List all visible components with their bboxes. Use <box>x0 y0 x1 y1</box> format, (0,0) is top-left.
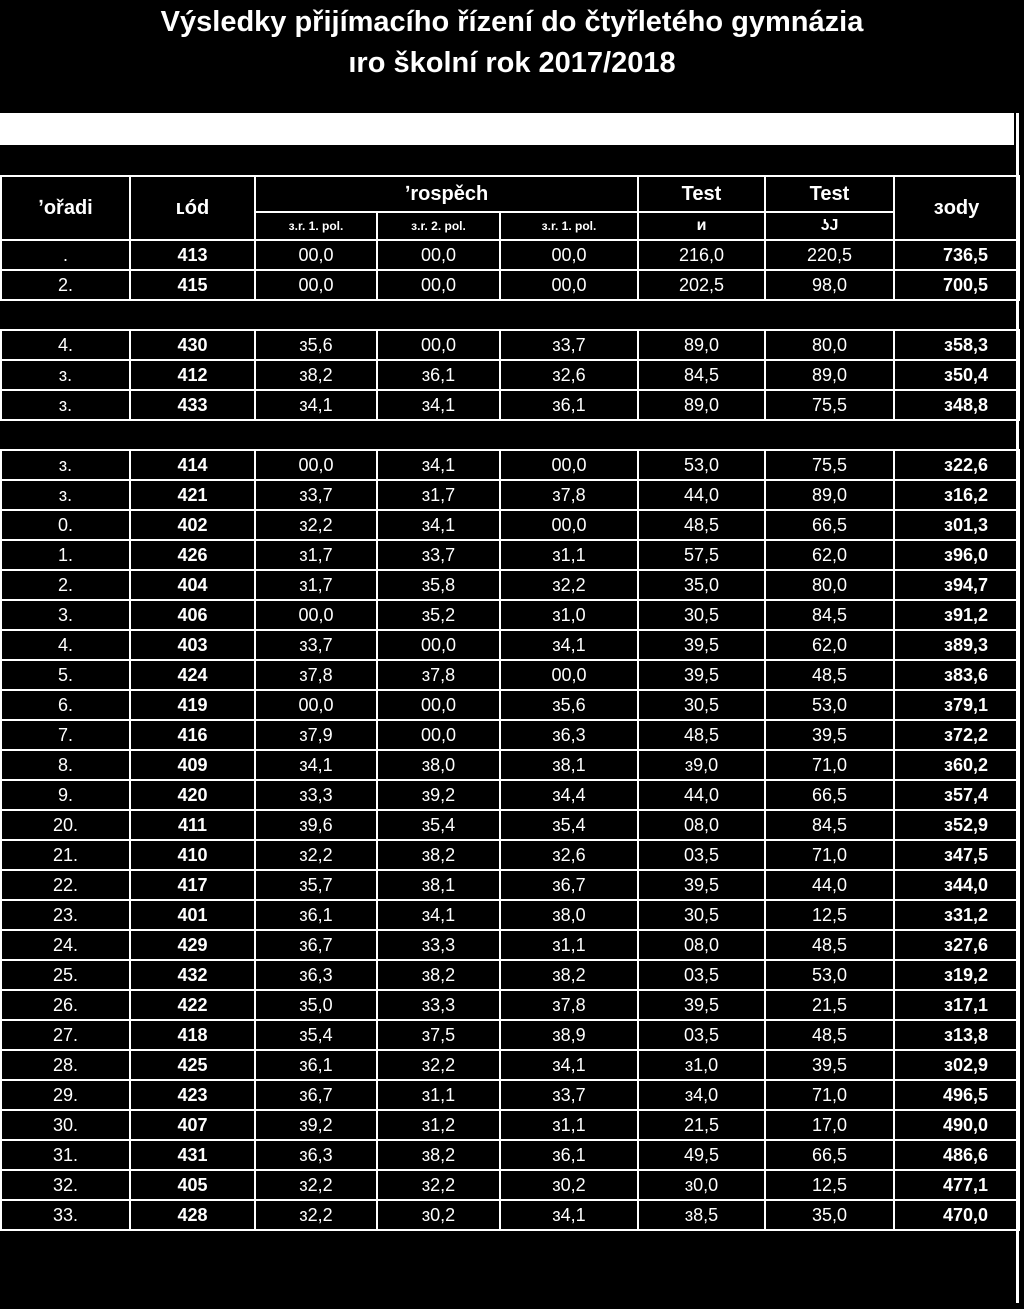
cell-g1: ɜ9,6 <box>255 810 377 840</box>
cell-points: 486,6 <box>894 1140 1019 1170</box>
cell-points: ɜ91,2 <box>894 600 1019 630</box>
cell-t1: 03,5 <box>638 840 765 870</box>
cell-t1: ɜ8,5 <box>638 1200 765 1230</box>
cell-t1: 30,5 <box>638 600 765 630</box>
cell-code: 421 <box>130 480 255 510</box>
cell-g3: 00,0 <box>500 510 638 540</box>
cell-g1: ɜ6,7 <box>255 1080 377 1110</box>
cell-t1: 39,5 <box>638 660 765 690</box>
cell-code: 411 <box>130 810 255 840</box>
cell-g1: ɜ5,4 <box>255 1020 377 1050</box>
cell-g1: ɜ1,7 <box>255 570 377 600</box>
separator-cell <box>1 420 1019 450</box>
table-row <box>1 720 1019 750</box>
cell-g2: 00,0 <box>377 720 500 750</box>
cell-t2: 62,0 <box>765 630 894 660</box>
cell-rank: 25. <box>1 960 130 990</box>
table-row <box>1 1140 1019 1170</box>
cell-g2: ɜ7,5 <box>377 1020 500 1050</box>
table-row <box>1 690 1019 720</box>
cell-rank: 27. <box>1 1020 130 1050</box>
table-row <box>1 1110 1019 1140</box>
cell-points: ɜ47,5 <box>894 840 1019 870</box>
cell-g2: ɜ8,2 <box>377 1140 500 1170</box>
cell-g1: ɜ7,8 <box>255 660 377 690</box>
cell-code: 424 <box>130 660 255 690</box>
cell-t1: ɜ4,0 <box>638 1080 765 1110</box>
cell-code: 429 <box>130 930 255 960</box>
cell-g2: ɜ4,1 <box>377 900 500 930</box>
table-row <box>1 360 1019 390</box>
cell-g1: ɜ5,6 <box>255 330 377 360</box>
cell-g3: ɜ6,1 <box>500 1140 638 1170</box>
cell-t2: 48,5 <box>765 930 894 960</box>
cell-t1: 44,0 <box>638 480 765 510</box>
title-line-1: Výsledky přijímacího řízení do čtyřletého gymnázia <box>160 6 864 38</box>
cell-g2: ɜ1,2 <box>377 1110 500 1140</box>
cell-g2: ɜ8,2 <box>377 840 500 870</box>
cell-g2: 00,0 <box>377 240 500 270</box>
cell-t1: ɜ1,0 <box>638 1050 765 1080</box>
cell-g2: ɜ4,1 <box>377 390 500 420</box>
cell-points: 490,0 <box>894 1110 1019 1140</box>
cell-g3: ɜ7,8 <box>500 990 638 1020</box>
cell-t1: 48,5 <box>638 510 765 540</box>
cell-t2: 75,5 <box>765 390 894 420</box>
cell-rank: 4. <box>1 630 130 660</box>
cell-code: 425 <box>130 1050 255 1080</box>
cell-points: ɜ58,3 <box>894 330 1019 360</box>
cell-t2: 71,0 <box>765 840 894 870</box>
cell-points: ɜ89,3 <box>894 630 1019 660</box>
cell-t2: 66,5 <box>765 780 894 810</box>
cell-code: 423 <box>130 1080 255 1110</box>
cell-g2: ɜ4,1 <box>377 510 500 540</box>
cell-code: 413 <box>130 240 255 270</box>
cell-t1: 03,5 <box>638 1020 765 1050</box>
cell-g1: 00,0 <box>255 600 377 630</box>
cell-code: 416 <box>130 720 255 750</box>
header-grade-sub: ɜ.r. 2. pol. <box>377 212 500 240</box>
cell-t1: 202,5 <box>638 270 765 300</box>
cell-g1: ɜ4,1 <box>255 390 377 420</box>
cell-t1: 39,5 <box>638 630 765 660</box>
cell-points: ɜ27,6 <box>894 930 1019 960</box>
cell-points: ɜ16,2 <box>894 480 1019 510</box>
cell-rank: 2. <box>1 570 130 600</box>
table-row <box>1 480 1019 510</box>
cell-g2: ɜ9,2 <box>377 780 500 810</box>
cell-t2: 48,5 <box>765 1020 894 1050</box>
cell-rank: 8. <box>1 750 130 780</box>
cell-t2: 53,0 <box>765 960 894 990</box>
cell-code: 404 <box>130 570 255 600</box>
cell-rank: . <box>1 240 130 270</box>
cell-g3: ɜ2,6 <box>500 360 638 390</box>
cell-g1: 00,0 <box>255 450 377 480</box>
cell-g1: ɜ6,7 <box>255 930 377 960</box>
cell-g2: ɜ7,8 <box>377 660 500 690</box>
cell-t2: 39,5 <box>765 720 894 750</box>
cell-points: ɜ17,1 <box>894 990 1019 1020</box>
cell-rank: 33. <box>1 1200 130 1230</box>
cell-points: ɜ96,0 <box>894 540 1019 570</box>
table-row <box>1 990 1019 1020</box>
cell-points: 470,0 <box>894 1200 1019 1230</box>
cell-rank: 0. <box>1 510 130 540</box>
cell-t2: 80,0 <box>765 330 894 360</box>
cell-g3: 00,0 <box>500 240 638 270</box>
cell-g1: ɜ3,7 <box>255 480 377 510</box>
header-code: ʟód <box>130 176 255 240</box>
table-row <box>1 1080 1019 1110</box>
cell-t2: 80,0 <box>765 570 894 600</box>
cell-t2: 62,0 <box>765 540 894 570</box>
cell-g3: ɜ7,8 <box>500 480 638 510</box>
cell-points: ɜ22,6 <box>894 450 1019 480</box>
cell-rank: ɜ. <box>1 480 130 510</box>
cell-points: ɜ52,9 <box>894 810 1019 840</box>
cell-t1: 48,5 <box>638 720 765 750</box>
cell-g1: ɜ4,1 <box>255 750 377 780</box>
cell-g1: ɜ6,3 <box>255 1140 377 1170</box>
table-row <box>1 270 1019 300</box>
cell-t1: 89,0 <box>638 390 765 420</box>
cell-g1: ɜ2,2 <box>255 510 377 540</box>
header-rank: ʼořadi <box>1 176 130 240</box>
cell-code: 430 <box>130 330 255 360</box>
cell-t1: 89,0 <box>638 330 765 360</box>
cell-rank: 3. <box>1 600 130 630</box>
table-row <box>1 780 1019 810</box>
cell-g3: ɜ5,4 <box>500 810 638 840</box>
cell-g1: ɜ8,2 <box>255 360 377 390</box>
cell-t2: 89,0 <box>765 480 894 510</box>
cell-g1: ɜ5,0 <box>255 990 377 1020</box>
cell-g1: ɜ6,1 <box>255 1050 377 1080</box>
table-row <box>1 390 1019 420</box>
cell-g1: ɜ5,7 <box>255 870 377 900</box>
cell-rank: 4. <box>1 330 130 360</box>
cell-g2: ɜ0,2 <box>377 1200 500 1230</box>
table-row <box>1 660 1019 690</box>
header-grade-sub: ɜ.r. 1. pol. <box>255 212 377 240</box>
cell-g2: ɜ1,1 <box>377 1080 500 1110</box>
cell-points: ɜ79,1 <box>894 690 1019 720</box>
cell-t2: 12,5 <box>765 900 894 930</box>
table-row <box>1 630 1019 660</box>
cell-code: 405 <box>130 1170 255 1200</box>
cell-code: 415 <box>130 270 255 300</box>
cell-t2: 17,0 <box>765 1110 894 1140</box>
table-row <box>1 1200 1019 1230</box>
cell-g3: ɜ0,2 <box>500 1170 638 1200</box>
cell-t2: 98,0 <box>765 270 894 300</box>
cell-t2: 21,5 <box>765 990 894 1020</box>
table-row <box>1 240 1019 270</box>
cell-code: 422 <box>130 990 255 1020</box>
cell-g2: ɜ3,7 <box>377 540 500 570</box>
cell-code: 417 <box>130 870 255 900</box>
cell-g3: 00,0 <box>500 450 638 480</box>
cell-t2: 71,0 <box>765 1080 894 1110</box>
header-grades: ʼrospěch <box>255 176 638 212</box>
cell-points: 736,5 <box>894 240 1019 270</box>
table-row <box>1 900 1019 930</box>
cell-t2: 66,5 <box>765 510 894 540</box>
cell-t1: 216,0 <box>638 240 765 270</box>
cell-rank: 22. <box>1 870 130 900</box>
cell-g3: 00,0 <box>500 660 638 690</box>
cell-code: 418 <box>130 1020 255 1050</box>
cell-g2: ɜ6,1 <box>377 360 500 390</box>
cell-t2: 71,0 <box>765 750 894 780</box>
cell-g2: ɜ3,3 <box>377 990 500 1020</box>
cell-g2: 00,0 <box>377 270 500 300</box>
cell-t1: 03,5 <box>638 960 765 990</box>
cell-g2: 00,0 <box>377 690 500 720</box>
table-row <box>1 450 1019 480</box>
cell-t2: 220,5 <box>765 240 894 270</box>
header-test1-top: Test <box>638 176 765 212</box>
cell-rank: 31. <box>1 1140 130 1170</box>
cell-rank: 32. <box>1 1170 130 1200</box>
cell-g2: ɜ8,0 <box>377 750 500 780</box>
table-row <box>1 1020 1019 1050</box>
cell-t2: 75,5 <box>765 450 894 480</box>
cell-g2: ɜ4,1 <box>377 450 500 480</box>
cell-g3: ɜ6,1 <box>500 390 638 420</box>
cell-g1: ɜ1,7 <box>255 540 377 570</box>
cell-g3: ɜ8,9 <box>500 1020 638 1050</box>
cell-g3: ɜ3,7 <box>500 330 638 360</box>
cell-t1: 35,0 <box>638 570 765 600</box>
cell-t2: 39,5 <box>765 1050 894 1080</box>
cell-t1: 21,5 <box>638 1110 765 1140</box>
cell-code: 420 <box>130 780 255 810</box>
cell-g1: 00,0 <box>255 690 377 720</box>
table-row <box>1 930 1019 960</box>
cell-code: 407 <box>130 1110 255 1140</box>
table-row <box>1 510 1019 540</box>
table-row <box>1 330 1019 360</box>
cell-g1: ɜ6,3 <box>255 960 377 990</box>
cell-t1: 44,0 <box>638 780 765 810</box>
cell-g3: ɜ6,3 <box>500 720 638 750</box>
table-row <box>1 540 1019 570</box>
table-row <box>1 1170 1019 1200</box>
cell-points: ɜ44,0 <box>894 870 1019 900</box>
cell-points: ɜ02,9 <box>894 1050 1019 1080</box>
cell-rank: 1. <box>1 540 130 570</box>
header-points: ɜody <box>894 176 1019 240</box>
cell-rank: 28. <box>1 1050 130 1080</box>
table-row <box>1 870 1019 900</box>
cell-t2: 44,0 <box>765 870 894 900</box>
cell-code: 426 <box>130 540 255 570</box>
cell-rank: 7. <box>1 720 130 750</box>
cell-g2: ɜ8,1 <box>377 870 500 900</box>
cell-code: 414 <box>130 450 255 480</box>
cell-points: ɜ13,8 <box>894 1020 1019 1050</box>
cell-points: ɜ31,2 <box>894 900 1019 930</box>
cell-g2: ɜ5,8 <box>377 570 500 600</box>
cell-g1: ɜ3,3 <box>255 780 377 810</box>
cell-t2: 53,0 <box>765 690 894 720</box>
cell-g3: ɜ5,6 <box>500 690 638 720</box>
table-row <box>1 600 1019 630</box>
cell-rank: 24. <box>1 930 130 960</box>
cell-rank: 5. <box>1 660 130 690</box>
white-band <box>0 113 1014 145</box>
cell-t2: 84,5 <box>765 810 894 840</box>
cell-points: ɜ48,8 <box>894 390 1019 420</box>
cell-g1: ɜ3,7 <box>255 630 377 660</box>
cell-code: 432 <box>130 960 255 990</box>
cell-code: 402 <box>130 510 255 540</box>
cell-g3: ɜ6,7 <box>500 870 638 900</box>
cell-g3: ɜ1,1 <box>500 540 638 570</box>
cell-points: 496,5 <box>894 1080 1019 1110</box>
cell-t2: 35,0 <box>765 1200 894 1230</box>
cell-points: ɜ83,6 <box>894 660 1019 690</box>
cell-t2: 12,5 <box>765 1170 894 1200</box>
table-row <box>1 840 1019 870</box>
cell-rank: ɜ. <box>1 360 130 390</box>
table-row <box>1 960 1019 990</box>
cell-code: 406 <box>130 600 255 630</box>
cell-g3: ɜ1,1 <box>500 1110 638 1140</box>
cell-t1: 30,5 <box>638 690 765 720</box>
cell-t2: 66,5 <box>765 1140 894 1170</box>
cell-g3: ɜ4,1 <box>500 1200 638 1230</box>
cell-g3: ɜ1,0 <box>500 600 638 630</box>
cell-points: ɜ50,4 <box>894 360 1019 390</box>
cell-code: 401 <box>130 900 255 930</box>
table-row <box>1 750 1019 780</box>
results-body <box>1 240 1019 1230</box>
cell-t1: ɜ0,0 <box>638 1170 765 1200</box>
cell-g3: ɜ4,1 <box>500 630 638 660</box>
cell-code: 428 <box>130 1200 255 1230</box>
cell-code: 410 <box>130 840 255 870</box>
header-test2-bottom: ʖJ <box>765 212 894 240</box>
cell-g1: ɜ6,1 <box>255 900 377 930</box>
cell-g1: 00,0 <box>255 240 377 270</box>
cell-g1: ɜ7,9 <box>255 720 377 750</box>
cell-points: ɜ60,2 <box>894 750 1019 780</box>
cell-g2: ɜ5,2 <box>377 600 500 630</box>
cell-t2: 89,0 <box>765 360 894 390</box>
cell-g2: 00,0 <box>377 630 500 660</box>
cell-g3: ɜ8,0 <box>500 900 638 930</box>
cell-g3: 00,0 <box>500 270 638 300</box>
cell-t2: 84,5 <box>765 600 894 630</box>
cell-g1: ɜ9,2 <box>255 1110 377 1140</box>
cell-rank: 6. <box>1 690 130 720</box>
cell-code: 419 <box>130 690 255 720</box>
cell-t1: 49,5 <box>638 1140 765 1170</box>
results-table <box>0 175 1020 1231</box>
cell-g3: ɜ8,1 <box>500 750 638 780</box>
header-test2-top: Test <box>765 176 894 212</box>
cell-code: 431 <box>130 1140 255 1170</box>
cell-g2: 00,0 <box>377 330 500 360</box>
cell-g2: ɜ8,2 <box>377 960 500 990</box>
cell-g2: ɜ1,7 <box>377 480 500 510</box>
cell-points: ɜ19,2 <box>894 960 1019 990</box>
cell-rank: ɜ. <box>1 390 130 420</box>
cell-rank: 20. <box>1 810 130 840</box>
cell-rank: 30. <box>1 1110 130 1140</box>
cell-t1: 39,5 <box>638 990 765 1020</box>
cell-rank: 26. <box>1 990 130 1020</box>
cell-t1: 57,5 <box>638 540 765 570</box>
cell-rank: 21. <box>1 840 130 870</box>
title-line-2: ıro školní rok 2017/2018 <box>348 47 676 79</box>
cell-g3: ɜ8,2 <box>500 960 638 990</box>
cell-g1: 00,0 <box>255 270 377 300</box>
cell-g2: ɜ2,2 <box>377 1170 500 1200</box>
table-row <box>1 1050 1019 1080</box>
cell-g3: ɜ2,2 <box>500 570 638 600</box>
cell-points: 700,5 <box>894 270 1019 300</box>
cell-g3: ɜ1,1 <box>500 930 638 960</box>
cell-points: ɜ94,7 <box>894 570 1019 600</box>
cell-points: ɜ57,4 <box>894 780 1019 810</box>
cell-rank: 2. <box>1 270 130 300</box>
cell-g3: ɜ4,1 <box>500 1050 638 1080</box>
cell-code: 409 <box>130 750 255 780</box>
cell-g1: ɜ2,2 <box>255 1200 377 1230</box>
cell-g3: ɜ2,6 <box>500 840 638 870</box>
cell-t1: 08,0 <box>638 930 765 960</box>
table-row <box>1 570 1019 600</box>
cell-rank: 29. <box>1 1080 130 1110</box>
cell-g2: ɜ3,3 <box>377 930 500 960</box>
cell-t1: ɜ9,0 <box>638 750 765 780</box>
cell-code: 412 <box>130 360 255 390</box>
table-row <box>1 810 1019 840</box>
header-grade-sub: ɜ.r. 1. pol. <box>500 212 638 240</box>
header-test1-bottom: ᴎ <box>638 212 765 240</box>
cell-t1: 39,5 <box>638 870 765 900</box>
cell-g1: ɜ2,2 <box>255 1170 377 1200</box>
cell-points: 477,1 <box>894 1170 1019 1200</box>
cell-g3: ɜ4,4 <box>500 780 638 810</box>
cell-code: 403 <box>130 630 255 660</box>
cell-rank: 23. <box>1 900 130 930</box>
cell-points: ɜ01,3 <box>894 510 1019 540</box>
cell-t1: 84,5 <box>638 360 765 390</box>
cell-g3: ɜ3,7 <box>500 1080 638 1110</box>
cell-t1: 53,0 <box>638 450 765 480</box>
cell-t1: 08,0 <box>638 810 765 840</box>
cell-rank: 9. <box>1 780 130 810</box>
cell-t2: 48,5 <box>765 660 894 690</box>
cell-g1: ɜ2,2 <box>255 840 377 870</box>
cell-points: ɜ72,2 <box>894 720 1019 750</box>
separator-cell <box>1 300 1019 330</box>
cell-g2: ɜ5,4 <box>377 810 500 840</box>
cell-g2: ɜ2,2 <box>377 1050 500 1080</box>
cell-t1: 30,5 <box>638 900 765 930</box>
cell-rank: ɜ. <box>1 450 130 480</box>
group-separator <box>1 420 1019 450</box>
group-separator <box>1 300 1019 330</box>
cell-code: 433 <box>130 390 255 420</box>
